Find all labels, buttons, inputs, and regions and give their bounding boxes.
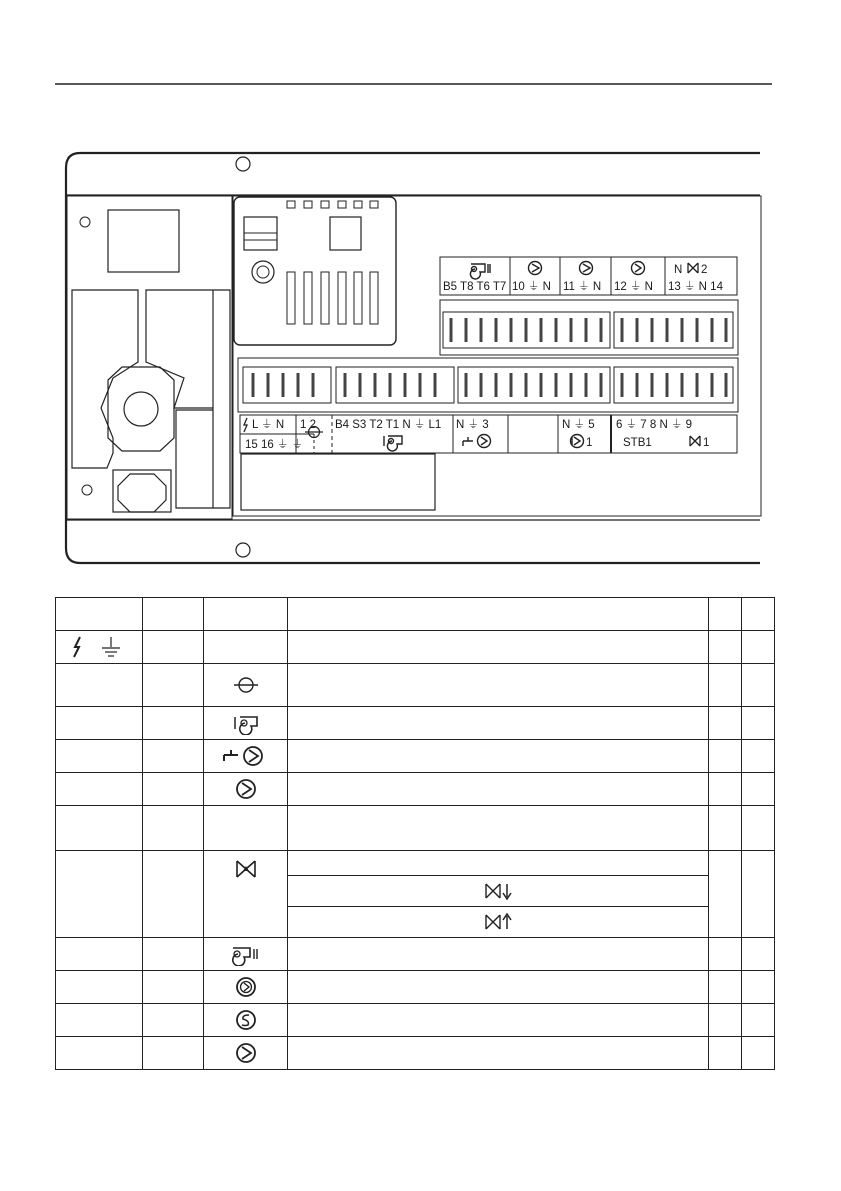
pump-icon bbox=[204, 773, 288, 806]
legend-row bbox=[56, 664, 775, 707]
dhw-pump-icon bbox=[204, 740, 288, 773]
stb-valve-suffix: 1 bbox=[703, 437, 710, 449]
valve-open-icon bbox=[483, 911, 513, 933]
legend-row bbox=[56, 806, 775, 851]
valve2-terminals: 13 ⏚ N 14 bbox=[668, 281, 723, 293]
dip-switches bbox=[287, 272, 378, 324]
mixing-valve-icon bbox=[204, 851, 288, 938]
stb-label: STB1 bbox=[623, 437, 652, 449]
legend-row bbox=[56, 1037, 775, 1070]
valve-open-cell bbox=[288, 907, 709, 938]
connection-legend-table bbox=[55, 597, 775, 1070]
gland-screw-top bbox=[80, 217, 90, 227]
lightning-icon bbox=[244, 418, 247, 432]
chip bbox=[330, 217, 361, 250]
solar-pump-icon bbox=[204, 1004, 288, 1037]
gland-screw-bottom bbox=[82, 485, 92, 495]
burner-stage-1-icon bbox=[384, 436, 402, 451]
potentiometer bbox=[252, 261, 274, 283]
mixing-valve-icon bbox=[688, 263, 698, 273]
cable-entry-block bbox=[72, 290, 230, 508]
cable-entry-octagon bbox=[108, 367, 174, 451]
legend-row bbox=[56, 1004, 775, 1037]
legend-row bbox=[56, 740, 775, 773]
valve-close-cell bbox=[288, 876, 709, 907]
wiring-panel-diagram bbox=[0, 0, 841, 590]
burner2-terminals: B5 T8 T6 T7 bbox=[443, 281, 507, 293]
stb-terminals: 6 ⏚ 7 8 N ⏚ 9 bbox=[616, 419, 693, 431]
heatpump-terminals: N ⏚ 5 bbox=[562, 419, 595, 431]
pump12-terminals: 12 ⏚ N bbox=[614, 281, 653, 293]
burner-stage-2-icon bbox=[204, 938, 288, 971]
solar-pump-icon bbox=[580, 262, 593, 275]
burner1-terminals: B4 S3 T2 T1 N ⏚ L1 bbox=[335, 419, 442, 431]
circulation-pump-icon bbox=[529, 262, 542, 275]
mixing-valve-icon bbox=[690, 436, 700, 446]
mains-earth-icon bbox=[56, 631, 143, 664]
valve2-suffix: 2 bbox=[701, 264, 708, 276]
display-window bbox=[241, 454, 435, 510]
mains-terminals: L ⏚ N bbox=[252, 419, 285, 431]
mount-hole-bottom bbox=[236, 543, 250, 557]
controller-board bbox=[233, 196, 761, 516]
pump-icon bbox=[632, 262, 645, 275]
dhw-pump-icon bbox=[463, 435, 491, 448]
cable-entry-hole bbox=[124, 392, 158, 426]
mains-sub-terminals: 15 16 ⏚ ⏚ bbox=[245, 439, 304, 451]
top-terminal-block-b bbox=[614, 312, 733, 348]
valve-close-icon bbox=[483, 880, 513, 902]
led-indicators bbox=[287, 201, 378, 208]
bottom-terminal-pins bbox=[253, 373, 726, 397]
gland-window bbox=[108, 210, 179, 272]
dhw-terminals: N ⏚ 3 bbox=[456, 419, 489, 431]
pump10-terminals: 10 ⏚ N bbox=[512, 281, 551, 293]
circulation-pump-icon bbox=[204, 971, 288, 1004]
heatpump-suffix: 1 bbox=[586, 437, 593, 449]
legend-row bbox=[56, 938, 775, 971]
top-terminal-pins bbox=[451, 318, 726, 342]
clock-icon bbox=[204, 664, 288, 707]
nut bbox=[118, 474, 166, 512]
control-module bbox=[234, 197, 396, 345]
svg-text:N: N bbox=[674, 264, 683, 276]
legend-header-row bbox=[56, 598, 775, 631]
burner-stage-1-icon bbox=[204, 707, 288, 740]
pump11-terminals: 11 ⏚ N bbox=[563, 281, 602, 293]
bottom-terminal-blocks bbox=[243, 367, 733, 403]
legend-row bbox=[56, 707, 775, 740]
burner-stage-2-icon bbox=[470, 264, 490, 279]
pump-icon bbox=[204, 1037, 288, 1070]
top-terminal-frame bbox=[440, 300, 738, 355]
legend-row bbox=[56, 851, 775, 876]
legend-row bbox=[56, 971, 775, 1004]
legend-row bbox=[56, 631, 775, 664]
clock-terminals: 1 2 bbox=[300, 419, 316, 431]
nut-box bbox=[113, 470, 171, 512]
mount-hole-top bbox=[236, 157, 250, 171]
legend-row bbox=[56, 773, 775, 806]
heating-pump-icon bbox=[571, 435, 584, 448]
